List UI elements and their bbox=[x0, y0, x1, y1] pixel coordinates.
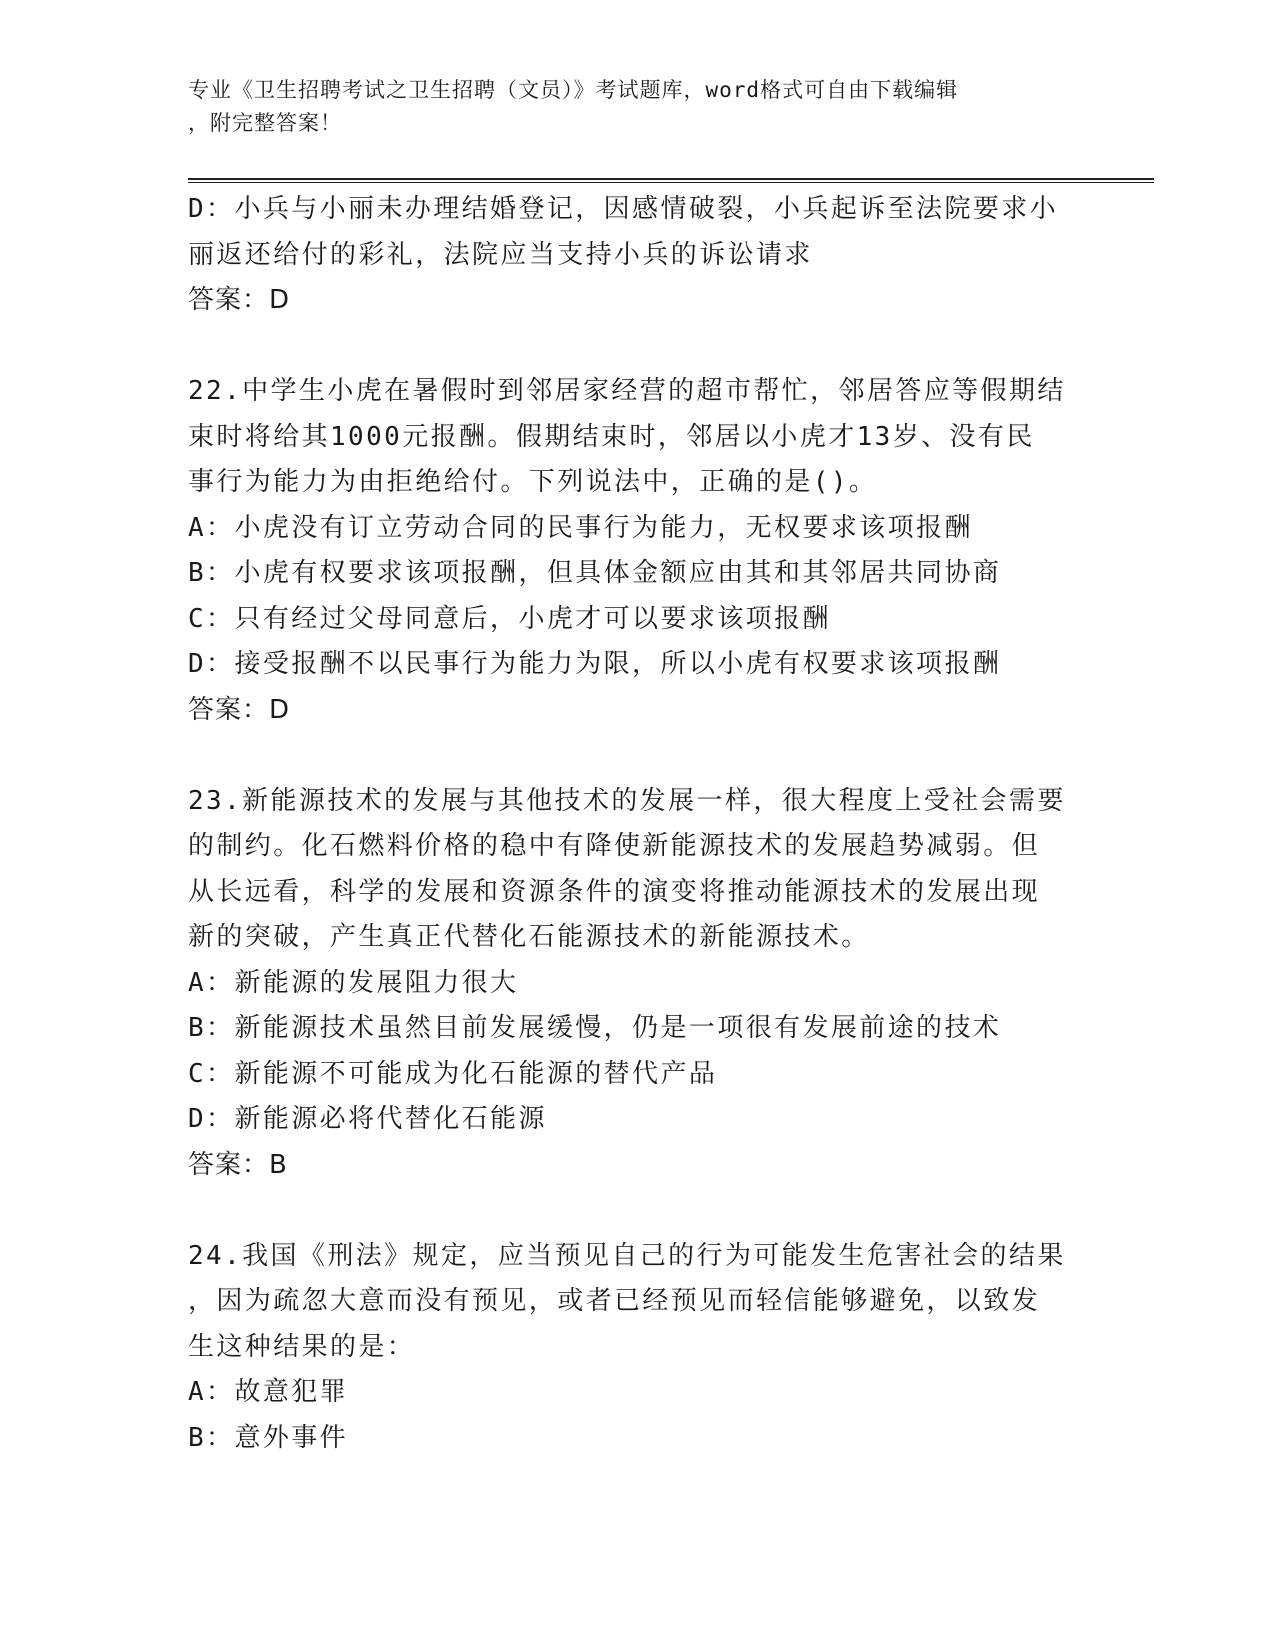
question-stem-line: 24.我国《刑法》规定，应当预见自己的行为可能发生危害社会的结果 bbox=[188, 1240, 1066, 1271]
question-stem-line: 的制约。化石燃料价格的稳中有降使新能源技术的发展趋势减弱。但 bbox=[188, 831, 1041, 861]
header-line-1: 专业《卫生招聘考试之卫生招聘（文员）》考试题库，word格式可自由下载编辑 bbox=[188, 78, 959, 102]
document-header bbox=[188, 74, 1088, 140]
question-23 bbox=[188, 779, 1088, 1189]
option-c: C：新能源不可能成为化石能源的替代产品 bbox=[188, 1058, 718, 1089]
header-line-2: ，附完整答案！ bbox=[188, 111, 342, 135]
spacer bbox=[188, 324, 1088, 370]
question-stem-line: 束时将给其1000元报酬。假期结束时，邻居以小虎才13岁、没有民 bbox=[188, 421, 1035, 452]
answer-line: 答案：D bbox=[188, 285, 291, 315]
option-line: 丽返还给付的彩礼，法院应当支持小兵的诉讼请求 bbox=[188, 239, 813, 270]
option-line: D：小兵与小丽未办理结婚登记，因感情破裂，小兵起诉至法院要求小 bbox=[188, 194, 1059, 224]
option-d: D：接受报酬不以民事行为能力为限，所以小虎有权要求该项报酬 bbox=[188, 649, 1002, 679]
answer-line: 答案：B bbox=[188, 1149, 288, 1180]
header-divider bbox=[188, 178, 1154, 183]
option-a: A：新能源的发展阻力很大 bbox=[188, 967, 519, 998]
option-a: A：故意犯罪 bbox=[188, 1377, 349, 1407]
question-stem-line: 23.新能源技术的发展与其他技术的发展一样，很大程度上受社会需要 bbox=[188, 785, 1066, 816]
option-b: B：新能源技术虽然目前发展缓慢，仍是一项很有发展前途的技术 bbox=[188, 1013, 1002, 1043]
spacer bbox=[188, 1188, 1088, 1234]
question-stem-line: 新的突破，产生真正代替化石能源技术的新能源技术。 bbox=[188, 922, 870, 952]
option-a: A：小虎没有订立劳动合同的民事行为能力，无权要求该项报酬 bbox=[188, 512, 973, 543]
question-content bbox=[188, 187, 1088, 1461]
question-22 bbox=[188, 369, 1088, 733]
option-d: D：新能源必将代替化石能源 bbox=[188, 1104, 547, 1134]
question-stem-line: 事行为能力为由拒绝给付。下列说法中，正确的是()。 bbox=[188, 467, 878, 497]
option-b: B：小虎有权要求该项报酬，但具体金额应由其和其邻居共同协商 bbox=[188, 558, 1002, 588]
question-stem-line: 从长远看，科学的发展和资源条件的演变将推动能源技术的发展出现 bbox=[188, 876, 1041, 907]
answer-line: 答案：D bbox=[188, 694, 291, 725]
question-stem-line: ，因为疏忽大意而没有预见，或者已经预见而轻信能够避免，以致发 bbox=[188, 1286, 1041, 1316]
option-b: B：意外事件 bbox=[188, 1422, 349, 1453]
question-stem-line: 22.中学生小虎在暑假时到邻居家经营的超市帮忙，邻居答应等假期结 bbox=[188, 376, 1066, 406]
previous-question-tail bbox=[188, 187, 1088, 324]
question-stem-line: 生这种结果的是： bbox=[188, 1331, 416, 1362]
question-24 bbox=[188, 1234, 1088, 1462]
option-c: C：只有经过父母同意后，小虎才可以要求该项报酬 bbox=[188, 603, 831, 634]
spacer bbox=[188, 733, 1088, 779]
